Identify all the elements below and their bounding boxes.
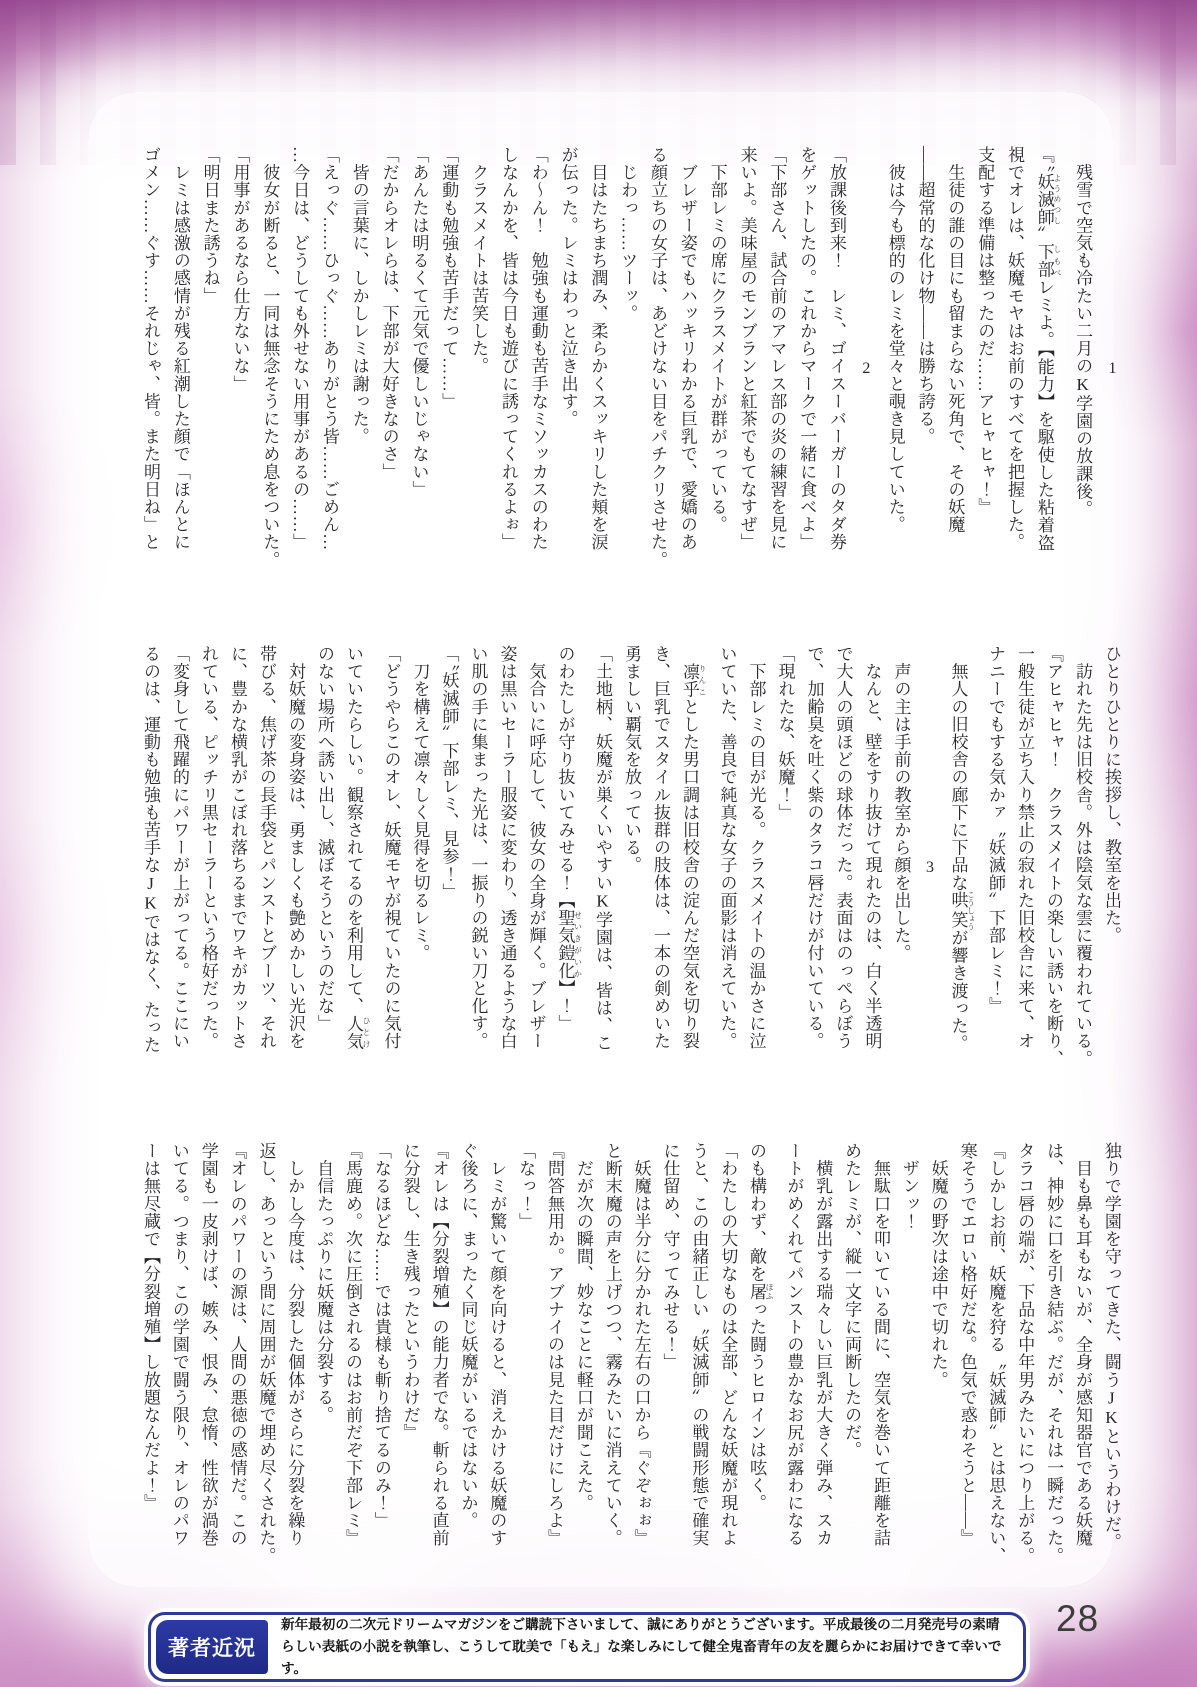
text-column: 学園も一皮剥けば、嫉み、恨み、怠惰、性欲が渦巻 bbox=[198, 1142, 218, 1547]
text-column: 残雪で空気も冷たい二月のK学園の放課後。 bbox=[1073, 146, 1093, 518]
text-column: …今日は、どうしても外せない用事があるの……」 bbox=[290, 146, 310, 551]
text-column: だが次の瞬間、妙なことに軽口が聞こえた。 bbox=[573, 1142, 593, 1512]
text-column: しかし今度は、分裂した個体がさらに分裂を繰り bbox=[285, 1142, 305, 1547]
text-column: いていたらしい。観察されてるのを利用して、人気 ひとけ bbox=[344, 645, 371, 1050]
text-column: いていた、善良で純真な女子の面影は消えていた。 bbox=[717, 645, 737, 1050]
text-column: 声の主は手前の教室から顔を出した。 bbox=[891, 645, 911, 962]
text-column: 無人の旧校舎の廊下に下品な哄笑 こうしょうが響き渡った。 bbox=[948, 645, 976, 1053]
text-column: 横乳が露出する瑞々しい巨乳が大きく弾み、スカ bbox=[813, 1142, 833, 1547]
text-column: は、神妙に口を引き結ぶ。だが、それは一瞬だった。 bbox=[1044, 1142, 1064, 1565]
text-column: 「用事があるなら仕方ないな」 bbox=[230, 146, 250, 393]
text-column: で大人の頭ほどの球体だった。表面はのっぺらぼう bbox=[833, 645, 853, 1050]
text-column: なんと、壁をすり抜けて現れたのは、白く半透明 bbox=[862, 645, 882, 1050]
text-column: ーは無尽蔵で【分裂増殖】し放題なんだよ！』 bbox=[141, 1142, 160, 1512]
author-note-label: 著者近況 bbox=[156, 1620, 268, 1674]
text-column: ゴメン……ぐす……それじゃ、皆。また明日ね」と bbox=[141, 146, 160, 551]
text-column: 彼は今も標的のレミを堂々と覗き見していた。 bbox=[885, 146, 905, 534]
text-column: ートがめくれてパンストの豊かなお尻が露わになる bbox=[784, 1142, 804, 1547]
page-number: 28 bbox=[1056, 1598, 1100, 1639]
text-column: と断末魔の声を上げつつ、霧みたいに消えていく。 bbox=[602, 1142, 622, 1547]
text-column: 凛乎 りんことした男口調は旧校舎の淀んだ空気を切り裂 bbox=[680, 662, 707, 1050]
text-column: 皆の言葉に、しかしレミは謝った。 bbox=[349, 146, 369, 446]
text-column: 『〝妖滅師 ようめつし〟下部 しもべレミよ。【能力】を駆使した粘着盗 bbox=[1034, 146, 1062, 552]
text-column: が伝った。レミはわっと泣き出す。 bbox=[558, 146, 578, 428]
text-column: 視でオレは、妖魔モヤはお前のすべてを把握した。 bbox=[1005, 146, 1025, 551]
text-column: じわっ……ツーッ。 bbox=[618, 146, 638, 322]
text-column: 生徒の誰の目にも留まらない死角で、その妖魔 bbox=[945, 146, 965, 534]
text-column: で、加齢臭を吐く紫のタラコ唇だけが付いている。 bbox=[804, 645, 824, 1050]
text-column: い肌の手に集まった光は、一振りの鋭い刀と化す。 bbox=[468, 645, 488, 1050]
novel-tier-1 bbox=[142, 146, 1120, 591]
text-column: 自信たっぷりに妖魔は分裂する。 bbox=[314, 1142, 334, 1424]
section-number: 1 bbox=[1104, 359, 1121, 378]
section-number: 2 bbox=[857, 359, 875, 378]
text-column: 「下部さん、試合前のアマレス部の炎の練習を見に bbox=[767, 146, 787, 551]
text-column: 姿は黒いセーラー服姿に変わり、透き通るような白 bbox=[497, 645, 517, 1050]
text-column: 「放課後到来！ レミ、ゴイスーバーガーのタダ券 bbox=[827, 146, 847, 551]
text-column: 返し、あっという間に周囲が妖魔で埋め尽くされた。 bbox=[256, 1142, 276, 1565]
text-column: に仕留め、守ってみせる！」 bbox=[660, 1142, 680, 1371]
text-column: 「あんたは明るくて元気で優しいじゃない」 bbox=[409, 146, 429, 498]
text-column: のない場所へ誘い出し、滅ぼそうというのだな」 bbox=[315, 645, 334, 1033]
text-column: 目も鼻も耳もないが、全身が感知器官である妖魔 bbox=[1073, 1142, 1092, 1547]
text-column: 妖魔の野次は途中で切れた。 bbox=[928, 1142, 948, 1389]
section-number: 3 bbox=[921, 858, 939, 877]
text-column: をゲットしたの。これからマークで一緒に食べよ」 bbox=[797, 146, 817, 551]
text-column: に分裂し、生き残ったというわけだ』 bbox=[400, 1142, 420, 1442]
text-column: のわたしが守り抜いてみせる！【聖気鎧化 せいきがいか】！」 bbox=[555, 645, 583, 1033]
text-column: 彼女が断ると、一同は無念そうにため息をついた。 bbox=[260, 146, 280, 569]
text-column: レミが驚いて顔を向けると、消えかける妖魔のす bbox=[487, 1142, 507, 1547]
text-column: ぐ後ろに、まったく同じ妖魔がいるではないか。 bbox=[458, 1142, 478, 1530]
text-column: 妖魔は半分に分かれた左右の口から『ぐぞぉぉ』 bbox=[631, 1142, 651, 1547]
text-column: ――超常的な化け物――は勝ち誇る。 bbox=[915, 146, 935, 446]
author-note-text: 新年最初の二次元ドリームマガジンをご購読下さいまして、誠にありがとうございます。平成最後の二月発売号の素晴らしい表紙の小説を執筆し、こうして耽美で「もえ」な楽しみにして健全鬼畜青年の友を麗らかにお届けできて幸いです。 bbox=[281, 1617, 1002, 1676]
text-column: 無駄口を叩いている間に、空気を巻いて距離を詰 bbox=[870, 1142, 890, 1547]
text-column: のも構わず、敵を屠 ほふった闘うヒロインは呟く。 bbox=[747, 1142, 775, 1512]
text-column: 一般生徒が立ち入り禁止の寂れた旧校舎に来て、オ bbox=[1015, 645, 1034, 1050]
text-column: 「だからオレらは、下部が大好きなのさ」 bbox=[379, 146, 399, 481]
text-column: タラコ唇の端が、下品な中年男みたいにつり上がる。 bbox=[1015, 1142, 1035, 1565]
text-column: めたレミが、縦一文字に両断したのだ。 bbox=[842, 1142, 862, 1459]
novel-tier-2 bbox=[142, 645, 1120, 1090]
text-column: 「明日また誘うね」 bbox=[200, 146, 220, 305]
text-column: 刀を構えて凛々しく見得を切るレミ。 bbox=[410, 645, 430, 962]
text-column: 下部レミの目が光る。クラスメイトの温かさに泣 bbox=[746, 645, 766, 1050]
text-column: 目はたちまち潤み、柔らかくスッキリした頬を涙 bbox=[588, 146, 608, 551]
text-column: 来いよ。美味屋のモンブランと紅茶でもてなすぜ」 bbox=[737, 146, 757, 551]
text-column: 訪れた先は旧校舎。外は陰気な雲に覆われている。 bbox=[1073, 645, 1092, 1068]
author-note-bar bbox=[148, 1612, 1026, 1682]
text-column: 「運動も勉強も苦手だって……」 bbox=[439, 146, 459, 410]
text-column: 「わたしの大切なものは全部、どんな妖魔が現れよ bbox=[718, 1142, 738, 1547]
text-column: き、巨乳でスタイル抜群の肢体は、一本の剣めいた bbox=[651, 645, 670, 1050]
text-column: 『馬鹿め。次に圧倒されるのはお前だぞ下部レミ』 bbox=[343, 1142, 363, 1547]
text-column: 「わ〜ん！ 勉強も運動も苦手なミソッカスのわた bbox=[528, 146, 548, 551]
text-column: しなんかを、皆は今日も遊びに誘ってくれるよぉ」 bbox=[498, 146, 518, 551]
text-column: 帯びる、焦げ茶の長手袋とパンストとブーツ、それ bbox=[257, 645, 276, 1050]
text-column: る顔立ちの女子は、あどけない目をパチクリさせた。 bbox=[648, 146, 668, 569]
text-column: レミは感激の感情が残る紅潮した顔で「ほんとに bbox=[170, 146, 190, 551]
text-column: 「なっ！」 bbox=[516, 1142, 536, 1230]
text-column: 気合いに呼応して、彼女の全身が輝く。ブレザー bbox=[526, 645, 546, 1050]
text-column: に、豊かな横乳がこぼれ落ちるまでワキがカットさ bbox=[228, 645, 247, 1050]
text-column: 「土地柄、妖魔が巣くいやすいK学園は、皆は、こ bbox=[593, 645, 612, 1052]
text-column: 「どうやらこのオレ、妖魔モヤが視ていたのに気付 bbox=[381, 645, 401, 1050]
text-column: 『オレのパワーの源は、人間の悪徳の感情だ。この bbox=[227, 1142, 247, 1547]
text-column: 『しかしお前、妖魔を狩る〝妖滅師〟とは思えない、 bbox=[986, 1142, 1006, 1565]
text-column: いてる。つまり、この学園で闘う限り、オレのパワ bbox=[169, 1142, 189, 1547]
text-column: 対妖魔の変身姿は、勇ましくも艶めかしい光沢を bbox=[286, 645, 305, 1050]
text-column: うと、この由緒正しい〝妖滅師〟の戦闘形態で確実 bbox=[689, 1142, 709, 1547]
text-column: ブレザー姿でもハッキリわかる巨乳で、愛嬌のあ bbox=[677, 146, 697, 551]
text-column: クラスメイトは苦笑した。 bbox=[469, 146, 489, 375]
text-column: るのは、運動も勉強も苦手なJKではなく、たった bbox=[141, 645, 160, 1054]
text-column: 「〝妖滅師〟下部レミ、見参！」 bbox=[439, 645, 459, 901]
text-column: 「えっぐ……ひっぐ……ありがとう皆……ごめん… bbox=[319, 146, 339, 551]
text-column: 『問答無用か。アブナイのは見た目だけにしろよ』 bbox=[545, 1142, 565, 1547]
text-column: 『アヒャヒャ！ クラスメイトの楽しい誘いを断り、 bbox=[1044, 645, 1063, 1068]
text-column: れている、ピッチリ黒セーラーという格好だった。 bbox=[199, 645, 218, 1050]
text-column: 『オレは【分裂増殖】の能力者でな。斬られる直前 bbox=[429, 1142, 449, 1547]
text-column: 下部レミの席にクラスメイトが群がっている。 bbox=[707, 146, 727, 534]
text-column: 「変身して飛躍的にパワーが上がってる。ここにい bbox=[170, 645, 189, 1050]
text-column: 「なるほどな……では貴様も斬り捨てるのみ！」 bbox=[371, 1142, 391, 1530]
text-column: 勇ましい覇気を放っている。 bbox=[622, 645, 641, 874]
text-column: 寒そうでエロい格好だな。色気で惑わそうと――』 bbox=[957, 1142, 977, 1547]
text-column: 「現れたな、妖魔！」 bbox=[775, 645, 795, 821]
text-column: ひとりひとりに挨拶し、教室を出た。 bbox=[1102, 645, 1121, 945]
novel-tier-3 bbox=[142, 1142, 1120, 1587]
text-column: 支配する準備は整ったのだ……アヒャヒャ！』 bbox=[975, 146, 995, 516]
text-column: 独りで学園を守ってきた、闘うJKというわけだ。 bbox=[1101, 1142, 1121, 1551]
text-column: ザンッ！ bbox=[899, 1142, 919, 1230]
text-column: ナニーでもする気かァ〝妖滅師〟下部レミ！』 bbox=[986, 645, 1005, 1015]
